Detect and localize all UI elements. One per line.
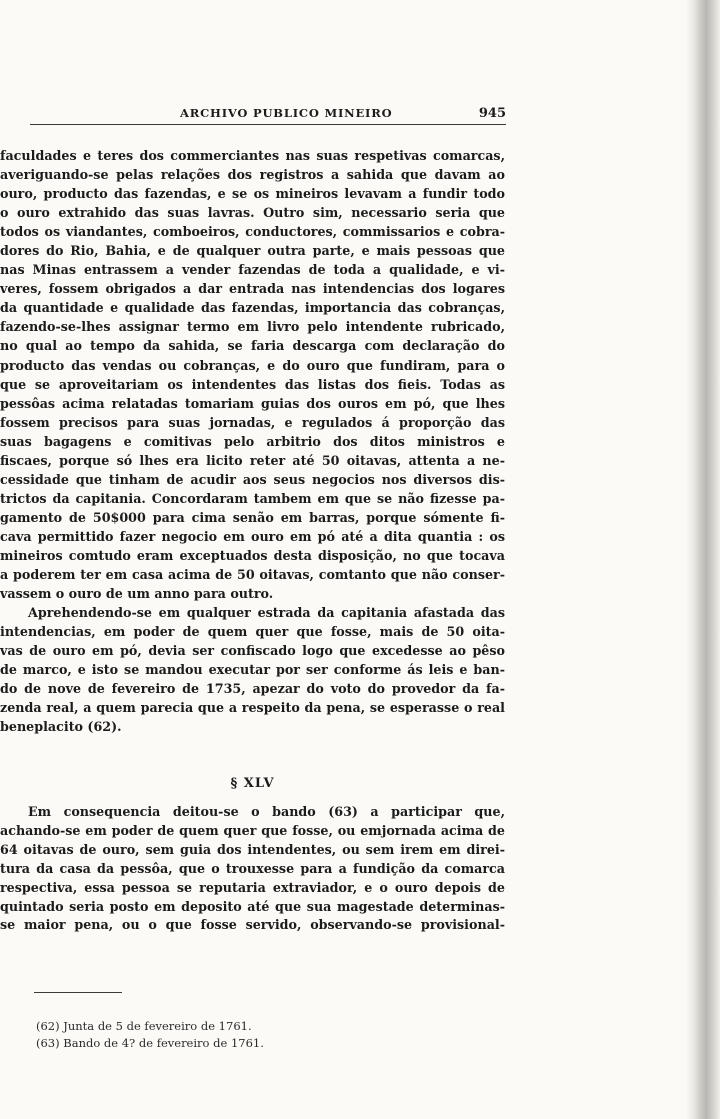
section-heading: § XLV: [230, 776, 275, 791]
footnotes: [36, 1018, 336, 1052]
text-line: vassem o ouro de um anno para outro.: [0, 586, 274, 602]
text-line: mineiros comtudo eram exceptuados desta disposição, no que tocava: [0, 547, 505, 563]
text-line: Aprehendendo-se em qualquer estrada da capitania afastada das: [28, 605, 505, 621]
text-line: do de nove de fevereiro de 1735, apezar do voto do provedor da fa-: [0, 681, 505, 697]
text-line: trictos da capitania. Concordaram tambem em que se não fizesse pa-: [0, 490, 505, 506]
running-title: ARCHIVO PUBLICO MINEIRO: [180, 106, 393, 120]
paragraph-3: [0, 803, 505, 935]
text-line: a poderem ter em casa acima de 50 oitavas, comtanto que não conser-: [0, 567, 505, 583]
text-line: averiguando-se pelas relações dos registros a sahida que davam ao: [0, 167, 505, 183]
main-text-continued: [0, 803, 505, 935]
text-line: Em consequencia deitou-se o bando (63) a participar que,: [28, 804, 505, 819]
text-line: vas de ouro em pó, devia ser confiscado logo que excedesse ao pêso: [0, 643, 505, 659]
text-line: 64 oitavas de ouro, sem guia dos intendentes, ou sem irem em direi-: [0, 841, 505, 857]
text-line: faculdades e teres dos commerciantes nas suas respetivas comarcas,: [0, 148, 505, 163]
text-line: beneplacito (62).: [0, 719, 122, 735]
text-line: todos os viandantes, comboeiros, conductores, commissarios e cobra-: [0, 224, 505, 240]
text-line: dores do Rio, Bahia, e de qualquer outra parte, e mais pessoas que: [0, 243, 505, 259]
page-number: 945: [478, 106, 506, 121]
text-line: da quantidade e qualidade das fazendas, importancia das cobranças,: [0, 300, 505, 316]
text-line: respectiva, essa pessoa se reputaria extraviador, e o ouro depois de: [0, 879, 505, 895]
text-line: se maior pena, ou o que fosse servido, observando-se provisional-: [0, 917, 505, 933]
text-line: intendencias, em poder de quem quer que fosse, mais de 50 oita-: [0, 624, 505, 640]
header-rule: [30, 124, 506, 125]
text-line: pessôas acima relatadas tomariam guias dos ouros em pó, que lhes: [0, 395, 505, 411]
text-line: zenda real, a quem parecia que a respeito da pena, se esperasse o real: [0, 700, 505, 716]
text-line: no qual ao tempo da sahida, se faria descarga com declaração do: [0, 338, 505, 354]
text-line: tura da casa da pessôa, que o trouxesse para a fundição da comarca: [0, 860, 505, 876]
paragraph-2: [0, 603, 505, 736]
text-line: ouro, producto das fazendas, e se os mineiros levavam a fundir todo: [0, 186, 505, 202]
text-line: suas bagagens e comitivas pelo arbitrio dos ditos ministros e: [0, 433, 505, 449]
text-line: cava permittido fazer negocio em ouro em pó até a dita quantia : os: [0, 528, 505, 544]
text-line: que se aproveitariam os intendentes das listas dos fieis. Todas as: [0, 376, 505, 392]
text-line: producto das vendas ou cobranças, e do ouro que fundiram, para o: [0, 357, 505, 373]
text-line: fiscaes, porque só lhes era licito reter até 50 oitavas, attenta a ne-: [0, 452, 505, 468]
text-line: fazendo-se-lhes assignar termo em livro pelo intendente rubricado,: [0, 319, 505, 335]
footnote-63: (63) Bando de 4? de fevereiro de 1761.: [36, 1036, 264, 1050]
text-line: gamento de 50$000 para cima senão em barras, porque sómente fi-: [0, 509, 505, 525]
book-spine-shadow: [686, 0, 720, 1119]
paragraph-1: [0, 146, 505, 603]
text-line: quintado seria posto em deposito até que sua magestade determinas-: [0, 898, 505, 914]
text-line: o ouro extrahido das suas lavras. Outro sim, necessario seria que: [0, 205, 505, 221]
running-head: [30, 106, 506, 124]
text-line: achando-se em poder de quem quer que fosse, ou emjornada acima de: [0, 822, 505, 838]
text-line: cessidade que tinham de acudir aos seus negocios nos diversos dis-: [0, 471, 505, 487]
text-line: fossem precisos para suas jornadas, e regulados á proporção das: [0, 414, 505, 430]
footnote-62: (62) Junta de 5 de fevereiro de 1761.: [36, 1019, 252, 1033]
text-line: nas Minas entrassem a vender fazendas de toda a qualidade, e vi-: [0, 262, 505, 278]
text-line: de marco, e isto se mandou executar por ser conforme ás leis e ban-: [0, 662, 505, 678]
main-text: [0, 146, 505, 736]
text-line: veres, fossem obrigados a dar entrada nas intendencias dos logares: [0, 281, 505, 297]
footnote-rule: [34, 992, 122, 993]
